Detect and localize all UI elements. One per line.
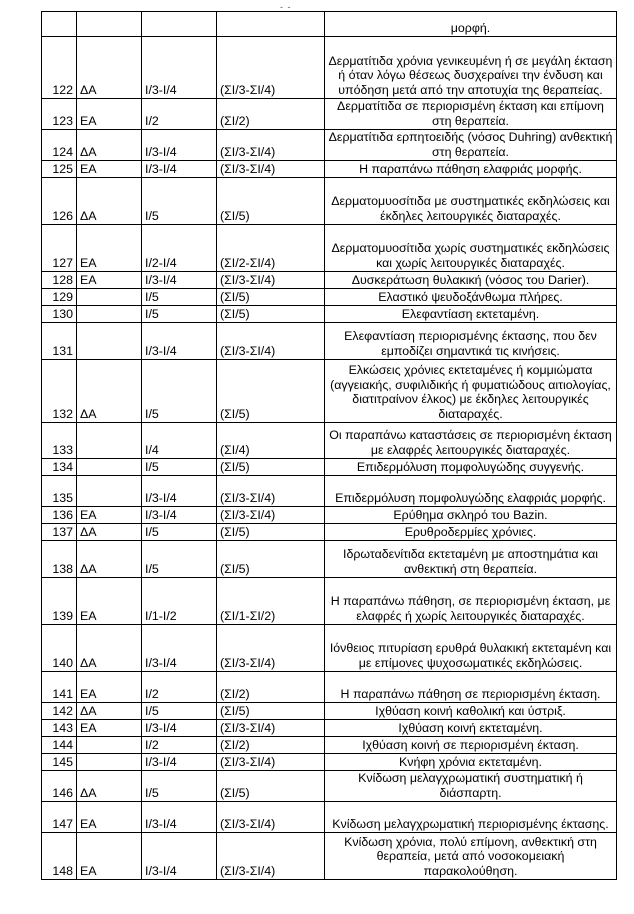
condition-description-cell: Κνίδωση μελαγχρωματική συστηματική ή διάσπαρτη. — [325, 771, 617, 802]
condition-description-cell: Κνίδωση χρόνια, πολύ επίμονη, ανθεκτική στη θεραπεία, μετά από νοσοκομειακή παρακολούθηση. — [325, 833, 617, 880]
table-row — [42, 130, 617, 161]
category-code-cell: ΔΑ — [77, 524, 142, 541]
table-row — [42, 833, 617, 880]
row-number-cell: 135 — [42, 476, 77, 507]
row-number-cell: 146 — [42, 771, 77, 802]
table-row — [42, 423, 617, 459]
condition-description-cell: Κνήφη χρόνια εκτεταμένη. — [325, 754, 617, 771]
condition-description-cell: Επιδερμόλυση πομφολυγώδης ελαφριάς μορφής. — [325, 476, 617, 507]
category-code-cell — [77, 754, 142, 771]
category-code-cell: ΕΑ — [77, 802, 142, 833]
category-code-cell: ΔΑ — [77, 37, 142, 99]
condition-description-cell: Δερματομυοσίτιδα χωρίς συστηματικές εκδηλώσεις και χωρίς λειτουργικές διαταραχές. — [325, 225, 617, 272]
percentage-range-cell: (ΣΙ/3-ΣΙ/4) — [217, 130, 325, 161]
degree-range-cell: Ι/1-Ι/2 — [142, 578, 217, 625]
degree-range-cell: Ι/5 — [142, 541, 217, 578]
row-number-cell — [42, 12, 77, 37]
table-body — [42, 12, 617, 880]
degree-range-cell: Ι/3-Ι/4 — [142, 37, 217, 99]
category-code-cell: ΔΑ — [77, 703, 142, 720]
disability-table — [41, 11, 617, 880]
category-code-cell: ΕΑ — [77, 720, 142, 737]
category-code-cell — [77, 306, 142, 323]
condition-description-cell: Δερματίτιδα ερπητοειδής (νόσος Duhring) ανθεκτική στη θεραπεία. — [325, 130, 617, 161]
table-row — [42, 524, 617, 541]
percentage-range-cell: (ΣΙ/2-ΣΙ/4) — [217, 225, 325, 272]
condition-description-cell: Η παραπάνω πάθηση, σε περιορισμένη έκταση, με ελαφρές ή χωρίς λειτουργικές διαταραχές. — [325, 578, 617, 625]
row-number-cell: 131 — [42, 323, 77, 360]
category-code-cell: ΕΑ — [77, 507, 142, 524]
percentage-range-cell: (ΣΙ/3-ΣΙ/4) — [217, 507, 325, 524]
condition-description-cell: Ερύθημα σκληρό του Bazin. — [325, 507, 617, 524]
table-row — [42, 476, 617, 507]
percentage-range-cell: (ΣΙ/3-ΣΙ/4) — [217, 272, 325, 289]
table-row — [42, 272, 617, 289]
degree-range-cell: Ι/5 — [142, 306, 217, 323]
condition-description-cell: Ιχθύαση κοινή εκτεταμένη. — [325, 720, 617, 737]
table-row — [42, 289, 617, 306]
row-number-cell: 139 — [42, 578, 77, 625]
row-number-cell: 122 — [42, 37, 77, 99]
page-number-mark: - - — [280, 2, 292, 12]
percentage-range-cell: (ΣΙ/3-ΣΙ/4) — [217, 802, 325, 833]
row-number-cell: 147 — [42, 802, 77, 833]
degree-range-cell: Ι/5 — [142, 524, 217, 541]
table-row — [42, 703, 617, 720]
condition-description-cell: Η παραπάνω πάθηση ελαφριάς μορφής. — [325, 161, 617, 178]
percentage-range-cell: (ΣΙ/3-ΣΙ/4) — [217, 37, 325, 99]
condition-description-cell: Ελκώσεις χρόνιες εκτεταμένες ή κομμιώματα (αγγειακής, συφιλιδικής ή φυματιώδους αιτιολογίας, διατιτραίνον έλκος) με έκδηλες λειτουργικές διαταραχές. — [325, 360, 617, 423]
condition-description-cell: Επιδερμόλυση πομφολυγώδης συγγενής. — [325, 459, 617, 476]
row-number-cell: 129 — [42, 289, 77, 306]
degree-range-cell: Ι/2 — [142, 737, 217, 754]
category-code-cell — [77, 737, 142, 754]
table-row — [42, 178, 617, 225]
row-number-cell: 133 — [42, 423, 77, 459]
condition-description-cell: Ελαστικό ψευδοξάνθωμα πλήρες. — [325, 289, 617, 306]
degree-range-cell: Ι/3-Ι/4 — [142, 754, 217, 771]
table-row — [42, 720, 617, 737]
percentage-range-cell: (ΣΙ/5) — [217, 178, 325, 225]
table-row — [42, 771, 617, 802]
category-code-cell: ΕΑ — [77, 161, 142, 178]
degree-range-cell: Ι/4 — [142, 423, 217, 459]
condition-description-cell: Δερματίτιδα σε περιορισμένη έκταση και επίμονη στη θεραπεία. — [325, 99, 617, 130]
row-number-cell: 132 — [42, 360, 77, 423]
percentage-range-cell: (ΣΙ/5) — [217, 459, 325, 476]
degree-range-cell: Ι/5 — [142, 459, 217, 476]
row-number-cell: 125 — [42, 161, 77, 178]
row-number-cell: 145 — [42, 754, 77, 771]
category-code-cell — [77, 476, 142, 507]
condition-description-cell: Ελεφαντίαση εκτεταμένη. — [325, 306, 617, 323]
table-row — [42, 625, 617, 672]
category-code-cell: ΔΑ — [77, 130, 142, 161]
percentage-range-cell: (ΣΙ/5) — [217, 703, 325, 720]
degree-range-cell: Ι/5 — [142, 289, 217, 306]
row-number-cell: 128 — [42, 272, 77, 289]
percentage-range-cell: (ΣΙ/3-ΣΙ/4) — [217, 323, 325, 360]
row-number-cell: 137 — [42, 524, 77, 541]
table-row — [42, 737, 617, 754]
condition-description-cell: Ιόνθειος πιτυρίαση ερυθρά θυλακική εκτεταμένη και με επίμονες ψυχοσωματικές εκδηλώσεις. — [325, 625, 617, 672]
percentage-range-cell: (ΣΙ/5) — [217, 524, 325, 541]
percentage-range-cell: (ΣΙ/3-ΣΙ/4) — [217, 833, 325, 880]
degree-range-cell: Ι/3-Ι/4 — [142, 833, 217, 880]
percentage-range-cell: (ΣΙ/2) — [217, 737, 325, 754]
condition-description-cell: Ιδρωταδενίτιδα εκτεταμένη με αποστημάτια και ανθεκτική στη θεραπεία. — [325, 541, 617, 578]
degree-range-cell: Ι/3-Ι/4 — [142, 476, 217, 507]
row-number-cell: 141 — [42, 672, 77, 703]
degree-range-cell: Ι/3-Ι/4 — [142, 802, 217, 833]
condition-description-cell: Οι παραπάνω καταστάσεις σε περιορισμένη έκταση με ελαφρές λειτουργικές διαταραχές. — [325, 423, 617, 459]
degree-range-cell: Ι/3-Ι/4 — [142, 161, 217, 178]
condition-description-cell: Δερματομυοσίτιδα με συστηματικές εκδηλώσεις και έκδηλες λειτουργικές διαταραχές. — [325, 178, 617, 225]
percentage-range-cell: (ΣΙ/5) — [217, 771, 325, 802]
degree-range-cell: Ι/3-Ι/4 — [142, 507, 217, 524]
category-code-cell — [77, 12, 142, 37]
category-code-cell — [77, 423, 142, 459]
table-row — [42, 12, 617, 37]
table-row — [42, 225, 617, 272]
category-code-cell: ΕΑ — [77, 672, 142, 703]
table-row — [42, 161, 617, 178]
degree-range-cell: Ι/2 — [142, 99, 217, 130]
degree-range-cell: Ι/3-Ι/4 — [142, 323, 217, 360]
percentage-range-cell: (ΣΙ/3-ΣΙ/4) — [217, 720, 325, 737]
percentage-range-cell: (ΣΙ/2) — [217, 99, 325, 130]
condition-description-cell: Κνίδωση μελαγχρωματική περιορισμένης έκτασης. — [325, 802, 617, 833]
condition-description-cell: μορφή. — [325, 12, 617, 37]
condition-description-cell: Η παραπάνω πάθηση σε περιορισμένη έκταση. — [325, 672, 617, 703]
table-row — [42, 507, 617, 524]
row-number-cell: 134 — [42, 459, 77, 476]
table-row — [42, 37, 617, 99]
table-row — [42, 459, 617, 476]
category-code-cell — [77, 459, 142, 476]
degree-range-cell: Ι/2 — [142, 672, 217, 703]
table-row — [42, 541, 617, 578]
percentage-range-cell: (ΣΙ/5) — [217, 360, 325, 423]
degree-range-cell: Ι/5 — [142, 178, 217, 225]
percentage-range-cell: (ΣΙ/4) — [217, 423, 325, 459]
condition-description-cell: Ιχθύαση κοινή καθολική και ύστριξ. — [325, 703, 617, 720]
row-number-cell: 124 — [42, 130, 77, 161]
percentage-range-cell: (ΣΙ/1-ΣΙ/2) — [217, 578, 325, 625]
degree-range-cell: Ι/3-Ι/4 — [142, 130, 217, 161]
percentage-range-cell: (ΣΙ/3-ΣΙ/4) — [217, 476, 325, 507]
category-code-cell: ΕΑ — [77, 833, 142, 880]
row-number-cell: 123 — [42, 99, 77, 130]
row-number-cell: 142 — [42, 703, 77, 720]
condition-description-cell: Ελεφαντίαση περιορισμένης έκτασης, που δεν εμποδίζει σημαντικά τις κινήσεις. — [325, 323, 617, 360]
condition-description-cell: Δυσκεράτωση θυλακική (νόσος του Darier). — [325, 272, 617, 289]
degree-range-cell: Ι/2-Ι/4 — [142, 225, 217, 272]
degree-range-cell: Ι/5 — [142, 703, 217, 720]
category-code-cell: ΔΑ — [77, 360, 142, 423]
table-row — [42, 306, 617, 323]
category-code-cell: ΕΑ — [77, 578, 142, 625]
category-code-cell: ΕΑ — [77, 99, 142, 130]
row-number-cell: 136 — [42, 507, 77, 524]
percentage-range-cell: (ΣΙ/2) — [217, 672, 325, 703]
table-row — [42, 578, 617, 625]
percentage-range-cell: (ΣΙ/3-ΣΙ/4) — [217, 625, 325, 672]
table-row — [42, 754, 617, 771]
percentage-range-cell — [217, 12, 325, 37]
table-row — [42, 99, 617, 130]
category-code-cell: ΕΑ — [77, 272, 142, 289]
category-code-cell: ΔΑ — [77, 178, 142, 225]
row-number-cell: 126 — [42, 178, 77, 225]
row-number-cell: 138 — [42, 541, 77, 578]
row-number-cell: 148 — [42, 833, 77, 880]
percentage-range-cell: (ΣΙ/3-ΣΙ/4) — [217, 754, 325, 771]
table-row — [42, 802, 617, 833]
degree-range-cell: Ι/3-Ι/4 — [142, 272, 217, 289]
degree-range-cell: Ι/5 — [142, 771, 217, 802]
degree-range-cell: Ι/3-Ι/4 — [142, 625, 217, 672]
category-code-cell: ΔΑ — [77, 625, 142, 672]
percentage-range-cell: (ΣΙ/5) — [217, 289, 325, 306]
table-row — [42, 360, 617, 423]
row-number-cell: 130 — [42, 306, 77, 323]
category-code-cell: ΕΑ — [77, 225, 142, 272]
row-number-cell: 143 — [42, 720, 77, 737]
percentage-range-cell: (ΣΙ/3-ΣΙ/4) — [217, 161, 325, 178]
condition-description-cell: Ιχθύαση κοινή σε περιορισμένη έκταση. — [325, 737, 617, 754]
condition-description-cell: Δερματίτιδα χρόνια γενικευμένη ή σε μεγάλη έκταση ή όταν λόγω θέσεως δυσχεραίνει την ένδυση και υπόδηση μετά από την αποτυχία της θεραπείας. — [325, 37, 617, 99]
row-number-cell: 127 — [42, 225, 77, 272]
category-code-cell — [77, 323, 142, 360]
table-row — [42, 672, 617, 703]
category-code-cell: ΔΑ — [77, 541, 142, 578]
percentage-range-cell: (ΣΙ/5) — [217, 306, 325, 323]
row-number-cell: 140 — [42, 625, 77, 672]
degree-range-cell — [142, 12, 217, 37]
percentage-range-cell: (ΣΙ/5) — [217, 541, 325, 578]
category-code-cell: ΔΑ — [77, 771, 142, 802]
degree-range-cell: Ι/5 — [142, 360, 217, 423]
row-number-cell: 144 — [42, 737, 77, 754]
category-code-cell — [77, 289, 142, 306]
condition-description-cell: Ερυθροδερμίες χρόνιες. — [325, 524, 617, 541]
degree-range-cell: Ι/3-Ι/4 — [142, 720, 217, 737]
table-row — [42, 323, 617, 360]
